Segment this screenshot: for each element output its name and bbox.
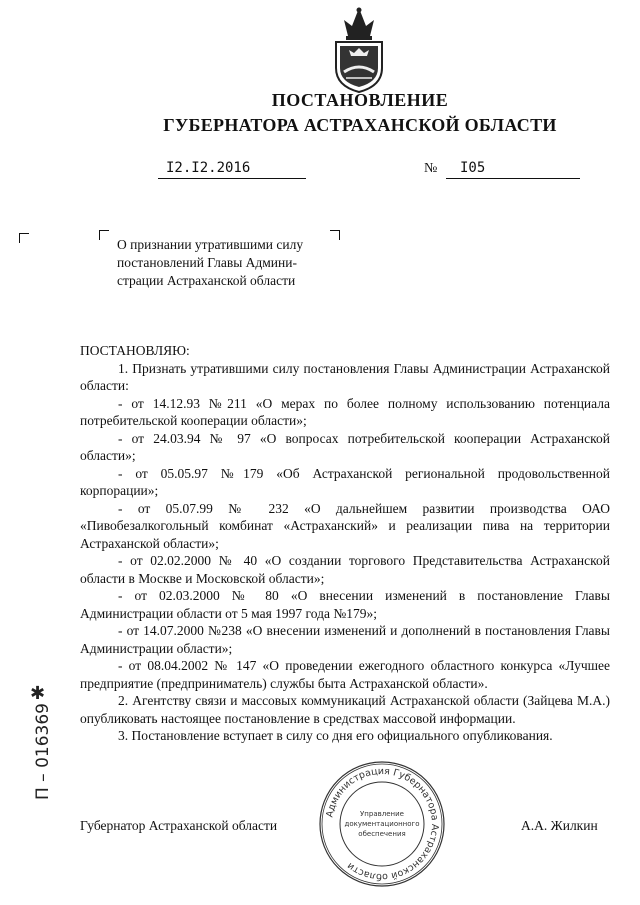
side-star-icon: ✱ [30,683,46,704]
document-date: I2.I2.2016 [158,160,306,179]
body-item: - от 08.04.2002 № 147 «О проведении ежегодного областного конкурса «Лучшее предприятие (предприниматель) службы быта Астраханской области». [80,658,610,691]
body-item: 2. Агентству связи и массовых коммуникаций Астраханской области (Зайцева М.А.) опубликовать настоящее постановление в средствах массовой информации. [80,693,610,726]
side-registration-code: П – 016369 [33,703,53,800]
coat-of-arms-emblem [326,6,392,94]
signatory-position: Губернатор Астраханской области [80,818,278,833]
subject-line: постановлений Главы Админи- [117,255,297,270]
corner-mark-subject-left [99,230,109,240]
document-number: I05 [446,160,580,179]
body-item: - от 05.07.99 № 232 «О дальнейшем развитии производства ОАО «Пивобезалкогольный комбинат «Астраханский» и реализации пива на территории Астраханской области»; [80,500,610,551]
corner-mark-left [19,233,29,243]
stamp-center-line: Управление [360,810,404,818]
body-item: - от 02.02.2000 № 40 «О создании торгового Представительства Астраханской области в Москве и Московской области»; [80,553,610,586]
subject-line: О признании утратившими силу [117,237,304,252]
body-item: - от 24.03.94 № 97 «О вопросах потребительской кооперации Астраханской области»; [80,430,610,463]
number-sign: № [424,161,438,176]
stamp-center-line: обеспечения [358,830,406,838]
stamp-ring-text: Администрация Губернатора Астраханской области [324,765,441,883]
official-stamp [318,760,446,888]
document-issuer: ГУБЕРНАТОРА АСТРАХАНСКОЙ ОБЛАСТИ [163,115,557,135]
document-subject [117,236,337,290]
subject-line: страции Астраханской области [117,273,296,288]
decree-word: ПОСТАНОВЛЯЮ: [80,343,190,358]
body-item: - от 05.05.97 №179 «Об Астраханской региональной продовольственной корпорации»; [80,465,610,498]
body-item: - от 14.07.2000 №238 «О внесении изменений и дополнений в постановления Главы Администрации области»; [80,623,610,656]
body-item: - от 14.12.93 №211 «О мерах по более полному использованию потенциала потребительской кооперации области»; [80,395,610,428]
body-item: - от 02.03.2000 № 80 «О внесении изменений в постановление Главы Администрации области от 5 мая 1997 года №179»; [80,588,610,621]
body-item: 1. Признать утратившими силу постановления Главы Администрации Астраханской области: [80,360,610,393]
document-body [80,342,610,745]
document-title: ПОСТАНОВЛЕНИЕ [271,90,449,110]
stamp-center-line: документационного [344,820,420,828]
body-item: 3. Постановление вступает в силу со дня его официального опубликования. [118,728,553,743]
signatory-name: А.А. Жилкин [521,818,598,833]
